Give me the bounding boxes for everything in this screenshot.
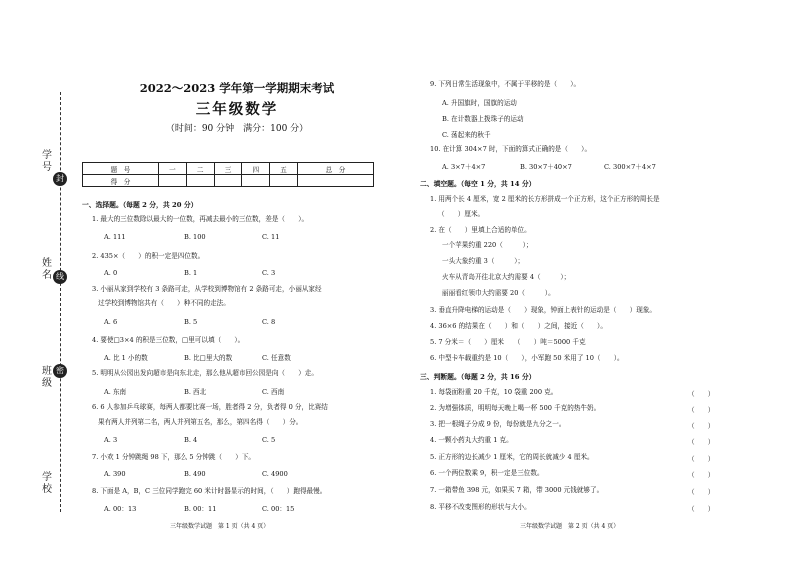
choice-q5-opt-a[interactable]: A. 东南 <box>104 388 127 396</box>
choice-q8-opt-c[interactable]: C. 00：15 <box>262 505 295 513</box>
binding-label-name: 姓名 <box>42 258 52 281</box>
score-table-score-row <box>83 175 374 187</box>
score-table <box>82 162 374 187</box>
choice-q6: 6. 6 人参加乒乓球赛，每两人都要比赛一场，胜者得 2 分，负者得 0 分，比赛结 <box>92 403 328 411</box>
judge-q4-answer[interactable]: （ ） <box>688 438 715 446</box>
score-cell[interactable] <box>297 175 373 187</box>
binding-strip <box>0 0 80 561</box>
choice-q3-opt-c[interactable]: C. 8 <box>262 318 276 326</box>
binding-tag-secret: 密 <box>53 364 67 378</box>
score-table-head-cell: 四 <box>242 163 270 175</box>
fill-q3: 3. 垂直升降电梯的运动是（ ）现象，钟面上表针的运动是（ ）现象。 <box>430 306 656 314</box>
judge-q2: 2. 为增强体质，明明每天晚上喝一杯 500 千克的热牛奶。 <box>430 404 601 412</box>
choice-q6-opt-a[interactable]: A. 3 <box>104 436 118 444</box>
fill-q6: 6. 中型卡车载重约是 10（ ），小军跑 50 米用了 10（ ）。 <box>430 354 624 362</box>
judge-q7: 7. 一箱带鱼 398 元，如果买 7 箱，带 3000 元钱就够了。 <box>430 486 604 494</box>
choice-q3: 3. 小丽从家到学校有 3 条路可走，从学校到博物馆有 2 条路可走，小丽从家经 <box>92 285 322 293</box>
score-cell[interactable] <box>186 175 214 187</box>
judge-q6-answer[interactable]: （ ） <box>688 471 715 479</box>
choice-q2-opt-a[interactable]: A. 0 <box>104 269 118 277</box>
choice-q9-opt-a[interactable]: A. 升国旗时，国旗的运动 <box>442 99 517 107</box>
choice-q3-line2: 过学校到博物馆共有（ ）种不同的走法。 <box>98 299 230 307</box>
section-fill-title: 二、填空题。（每空 1 分，共 14 分） <box>420 180 536 188</box>
footer-page-1: 三年级数学试题 第 1 页（共 4 页） <box>170 523 270 530</box>
choice-q10-opt-a[interactable]: A. 3×7＋4×7 <box>442 163 486 171</box>
choice-q6-opt-b[interactable]: B. 4 <box>184 436 198 444</box>
binding-label-class: 班级 <box>42 366 52 389</box>
binding-label-student-number: 学号 <box>42 150 52 173</box>
judge-q8: 8. 平移不改变图形的形状与大小。 <box>430 503 531 511</box>
score-cell[interactable] <box>242 175 270 187</box>
judge-q1-answer[interactable]: （ ） <box>688 390 715 398</box>
judge-q3-answer[interactable]: （ ） <box>688 422 715 430</box>
choice-q4: 4. 要使□3×4 的积是三位数，□里可以填（ ）。 <box>92 336 245 344</box>
judge-q5-answer[interactable]: （ ） <box>688 455 715 463</box>
score-table-head-cell: 一 <box>159 163 187 175</box>
fill-q2-item1: 一个苹果约重 220（ ）； <box>442 241 533 249</box>
fill-q2-item3: 火车从青岛开往北京大约需要 4（ ）； <box>442 273 571 281</box>
score-cell[interactable] <box>214 175 242 187</box>
choice-q2-opt-b[interactable]: B. 1 <box>184 269 198 277</box>
choice-q6-line2: 果有两人并列第二名，两人并列第五名，那么，第四名得（ ）分。 <box>98 418 303 426</box>
choice-q5-opt-c[interactable]: C. 西南 <box>262 388 285 396</box>
score-cell[interactable] <box>159 175 187 187</box>
choice-q4-opt-c[interactable]: C. 任意数 <box>262 354 291 362</box>
choice-q7-opt-b[interactable]: B. 490 <box>184 470 206 478</box>
score-table-head-cell: 五 <box>270 163 298 175</box>
judge-q6: 6. 一个两位数乘 9，积一定是三位数。 <box>430 469 544 477</box>
exam-title: 2022～2023 学年第一学期期末考试 <box>139 81 335 95</box>
choice-q1-opt-c[interactable]: C. 11 <box>262 233 280 241</box>
binding-dashed-line <box>60 92 61 512</box>
section-judge-title: 三、判断题。（每题 2 分，共 16 分） <box>420 373 536 381</box>
choice-q7: 7. 小欢 1 分钟跳绳 98 下，那么 5 分钟跳（ ）下。 <box>92 453 256 461</box>
fill-q1: 1. 用两个长 4 厘米，宽 2 厘米的长方形拼成一个正方形，这个正方形的周长是 <box>430 195 660 203</box>
choice-q8: 8. 下面是 A，B，C 三位同学跑完 60 米计时器显示的时间，（ ）跑得最慢。 <box>92 487 327 495</box>
fill-q1-line2: （ ）厘米。 <box>438 210 485 218</box>
choice-q10: 10. 在计算 304×7 时，下面的算式正确的是（ ）。 <box>430 145 592 153</box>
choice-q5-opt-b[interactable]: B. 西北 <box>184 388 207 396</box>
choice-q3-opt-a[interactable]: A. 6 <box>104 318 118 326</box>
choice-q1: 1. 最大的三位数除以最大的一位数，再减去最小的三位数，差是（ ）。 <box>92 215 309 223</box>
judge-q4: 4. 一颗小药丸大约重 1 克。 <box>430 436 513 444</box>
binding-tag-line: 线 <box>53 270 67 284</box>
binding-label-school: 学校 <box>42 472 52 495</box>
choice-q10-opt-b[interactable]: B. 30×7＋40×7 <box>520 163 572 171</box>
judge-q3: 3. 把一根绳子分成 9 份，每份就是九分之一。 <box>430 420 566 428</box>
fill-q2: 2. 在（ ）里填上合适的单位。 <box>430 226 531 234</box>
score-table-head-cell: 题 号 <box>83 163 159 175</box>
choice-q1-opt-b[interactable]: B. 100 <box>184 233 206 241</box>
judge-q8-answer[interactable]: （ ） <box>688 505 715 513</box>
choice-q4-opt-a[interactable]: A. 比 1 小的数 <box>104 354 148 362</box>
fill-q2-item2: 一头大象约重 3（ ）； <box>442 257 525 265</box>
choice-q2-opt-c[interactable]: C. 3 <box>262 269 276 277</box>
footer-page-2: 三年级数学试题 第 2 页（共 4 页） <box>520 523 620 530</box>
choice-q8-opt-b[interactable]: B. 00：11 <box>184 505 217 513</box>
score-table-head-cell: 二 <box>186 163 214 175</box>
judge-q2-answer[interactable]: （ ） <box>688 406 715 414</box>
choice-q2: 2. 435×（ ）的积一定是四位数。 <box>92 252 205 260</box>
choice-q9-opt-b[interactable]: B. 在计数器上拨珠子的运动 <box>442 115 524 123</box>
choice-q3-opt-b[interactable]: B. 5 <box>184 318 198 326</box>
section-choice-title: 一、选择题。（每题 2 分，共 20 分） <box>82 201 198 209</box>
score-table-head-cell: 总 分 <box>297 163 373 175</box>
choice-q8-opt-a[interactable]: A. 00：13 <box>104 505 137 513</box>
binding-tag-seal: 封 <box>53 172 67 186</box>
judge-q7-answer[interactable]: （ ） <box>688 488 715 496</box>
score-cell[interactable] <box>270 175 298 187</box>
score-table-header-row <box>83 163 374 175</box>
choice-q4-opt-b[interactable]: B. 比□里大的数 <box>184 354 233 362</box>
choice-q7-opt-c[interactable]: C. 4900 <box>262 470 288 478</box>
choice-q1-opt-a[interactable]: A. 111 <box>104 233 126 241</box>
choice-q6-opt-c[interactable]: C. 5 <box>262 436 276 444</box>
choice-q9: 9. 下列日常生活现象中，不属于平移的是（ ）。 <box>430 80 581 88</box>
choice-q5: 5. 明明从公园出发向超市是向东北走，那么他从超市回公园是向（ ）走。 <box>92 369 318 377</box>
subject-title: 三年级数学 <box>195 101 279 118</box>
fill-q2-item4: 丽丽看红领巾大约需要 20（ ）。 <box>442 289 555 297</box>
fill-q5: 5. 7 分米＝（ ）厘米 （ ）吨＝5000 千克 <box>430 338 586 346</box>
judge-q1: 1. 每袋面粉重 20 千克，10 袋重 200 克。 <box>430 388 558 396</box>
choice-q10-opt-c[interactable]: C. 300×7＋4×7 <box>604 163 656 171</box>
fill-q4: 4. 36×6 的结果在（ ）和（ ）之间，接近（ ）。 <box>430 322 607 330</box>
exam-meta: （时间：90 分钟 满分：100 分） <box>165 124 309 134</box>
judge-q5: 5. 正方形的边长减少 1 厘米，它的周长就减少 4 厘米。 <box>430 453 594 461</box>
choice-q7-opt-a[interactable]: A. 390 <box>104 470 126 478</box>
choice-q9-opt-c[interactable]: C. 荡起来的秋千 <box>442 131 491 139</box>
score-table-head-cell: 三 <box>214 163 242 175</box>
score-table-row-label: 得 分 <box>83 175 159 187</box>
